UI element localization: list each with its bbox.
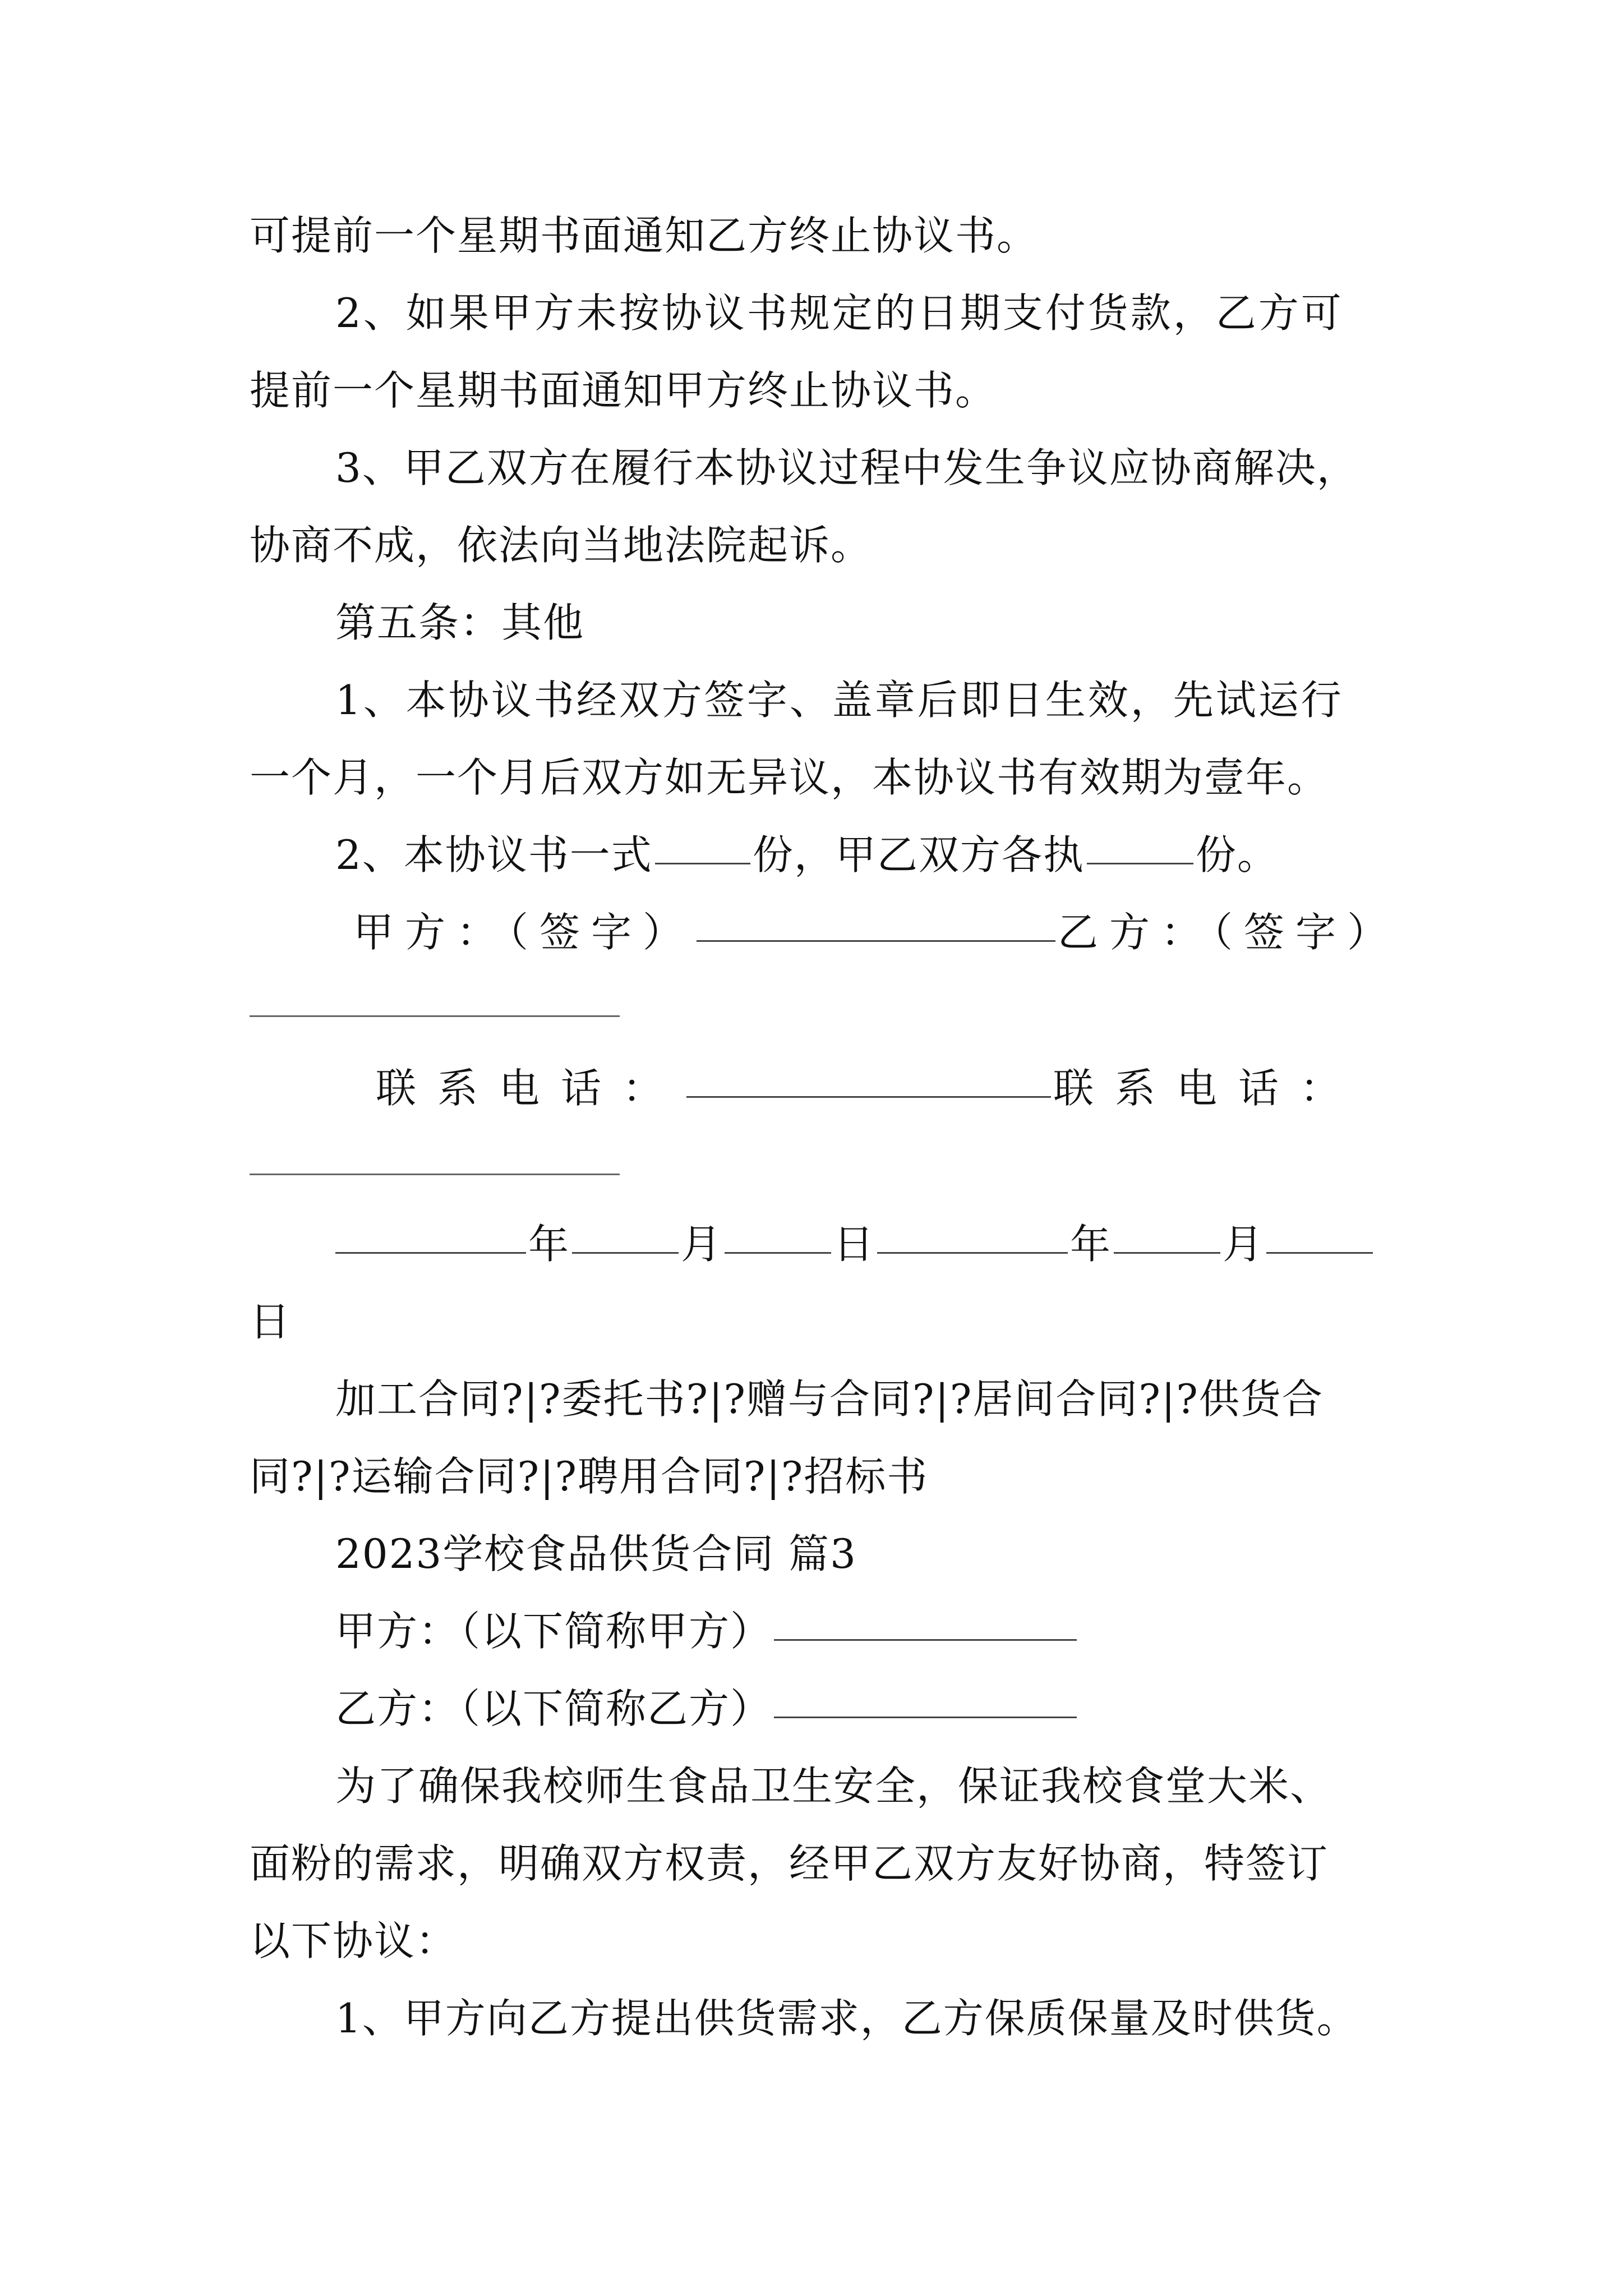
copies-text-3: 份。 (1195, 831, 1279, 878)
text-line: 协商不成，依法向当地法院起诉。 (250, 522, 873, 569)
party-a-signature-label: 甲方：（签字） (353, 909, 695, 956)
year-blank-2 (877, 1251, 1068, 1254)
copies-line (335, 828, 1496, 882)
month-blank-2 (1114, 1251, 1220, 1254)
month-blank (572, 1251, 679, 1254)
day-label: 日 (833, 1221, 875, 1268)
party-a-label: 甲方：（以下简称甲方） (335, 1608, 772, 1655)
text-line: 2、如果甲方未按协议书规定的日期支付货款，乙方可 (335, 289, 1344, 337)
party-b-label: 乙方：（以下简称乙方） (335, 1685, 772, 1732)
year-label-2: 年 (1070, 1221, 1112, 1268)
copies-text-2: 份，甲乙双方各执 (752, 831, 1085, 878)
text-line: 可提前一个星期书面通知乙方终止协议书。 (250, 212, 1039, 259)
phone-line (376, 1061, 1537, 1115)
month-label-2: 月 (1223, 1221, 1265, 1268)
text-line: 面粉的需求，明确双方权责，经甲乙双方友好协商，特签订 (250, 1840, 1329, 1887)
copies-blank-1 (655, 862, 750, 864)
party-b-phone-label: 联系电话： (1053, 1065, 1362, 1112)
party-b-signature-label: 乙方：（签字） (1058, 909, 1399, 956)
day-blank-2 (1266, 1251, 1373, 1254)
day-blank (725, 1251, 831, 1254)
year-label: 年 (528, 1221, 570, 1268)
related-links-line: 加工合同?|?委托书?|?赠与合同?|?居间合同?|?供货合 (335, 1375, 1324, 1423)
text-line: 为了确保我校师生食品卫生安全，保证我校食堂大米、 (335, 1763, 1332, 1810)
party-a-line (335, 1604, 1496, 1658)
party-a-signature-blank (697, 940, 1055, 942)
text-line: 一个月，一个月后双方如无异议，本协议书有效期为壹年。 (250, 754, 1329, 801)
party-a-phone-blank (686, 1096, 1051, 1098)
year-blank (335, 1251, 526, 1254)
party-b-signature-blank (250, 1015, 620, 1017)
date-line (335, 1217, 1496, 1271)
related-links-line: 同?|?运输合同?|?聘用合同?|?招标书 (250, 1453, 929, 1500)
party-a-blank (774, 1639, 1077, 1641)
signature-line (353, 905, 1514, 959)
party-b-line (335, 1682, 1496, 1736)
section-title: 2023学校食品供货合同 篇3 (335, 1530, 857, 1577)
party-b-blank (774, 1716, 1077, 1718)
text-line: 3、甲乙双方在履行本协议过程中发生争议应协商解决， (335, 444, 1358, 491)
text-line: 以下协议： (250, 1917, 458, 1964)
month-label: 月 (681, 1221, 723, 1268)
text-line: 1、甲方向乙方提出供货需求，乙方保质保量及时供货。 (335, 1995, 1358, 2042)
text-line: 提前一个星期书面通知甲方终止协议书。 (250, 367, 997, 414)
party-b-phone-blank (250, 1174, 620, 1175)
copies-blank-2 (1087, 862, 1193, 864)
section-heading: 第五条：其他 (335, 599, 585, 646)
party-a-phone-label: 联系电话： (376, 1065, 685, 1112)
copies-text-1: 2、本协议书一式 (335, 831, 653, 878)
date-line-day-label: 日 (250, 1298, 292, 1345)
text-line: 1、本协议书经双方签字、盖章后即日生效，先试运行 (335, 677, 1344, 724)
